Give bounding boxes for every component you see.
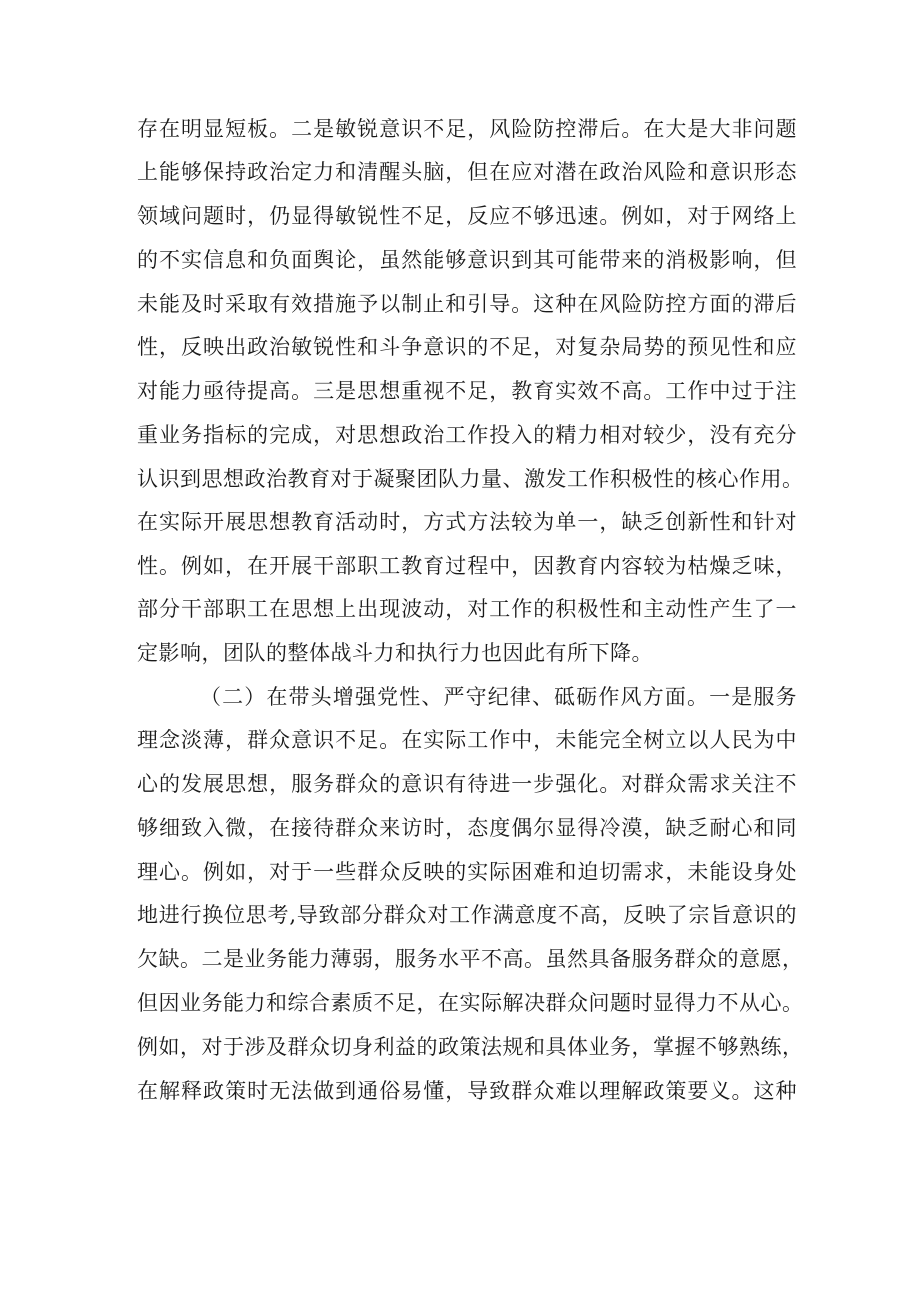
text-line: 部分干部职工在思想上出现波动，对工作的积极性和主动性产生了一 — [137, 597, 797, 621]
text-line: 领域问题时，仍显得敏锐性不足，反应不够迅速。例如，对于网络上 — [137, 204, 797, 228]
text-line: 在解释政策时无法做到通俗易懂，导致群众难以理解政策要义。这种 — [137, 1079, 797, 1103]
text-line: 心的发展思想，服务群众的意识有待进一步强化。对群众需求关注不 — [137, 772, 797, 796]
text-line: 重业务指标的完成，对思想政治工作投入的精力相对较少，没有充分 — [137, 423, 797, 447]
text-line: 对能力亟待提高。三是思想重视不足，教育实效不高。工作中过于注 — [137, 379, 797, 403]
text-line: 认识到思想政治教育对于凝聚团队力量、激发工作积极性的核心作用。 — [137, 467, 804, 491]
text-line: 存在明显短板。二是敏锐意识不足，风险防控滞后。在大是大非问题 — [137, 117, 797, 141]
text-line: 性。例如，在开展干部职工教育过程中，因教育内容较为枯燥乏味， — [137, 554, 797, 578]
section-heading-line: （二）在带头增强党性、严守纪律、砥砺作风方面。一是服务 — [200, 685, 797, 709]
text-line: 的不实信息和负面舆论，虽然能够意识到其可能带来的消极影响，但 — [137, 248, 797, 272]
text-line: 例如，对于涉及群众切身利益的政策法规和具体业务，掌握不够熟练， — [137, 1035, 804, 1059]
text-line: 理心。例如，对于一些群众反映的实际困难和迫切需求，未能设身处 — [137, 860, 797, 884]
text-line: 够细致入微，在接待群众来访时，态度偶尔显得冷漠，缺乏耐心和同 — [137, 816, 797, 840]
text-line: 定影响，团队的整体战斗力和执行力也因此有所下降。 — [137, 641, 653, 665]
text-line: 但因业务能力和综合素质不足，在实际解决群众问题时显得力不从心。 — [137, 991, 804, 1015]
text-line: 上能够保持政治定力和清醒头脑，但在应对潜在政治风险和意识形态 — [137, 160, 797, 184]
text-line: 理念淡薄，群众意识不足。在实际工作中，未能完全树立以人民为中 — [137, 728, 797, 752]
text-line: 在实际开展思想教育活动时，方式方法较为单一，缺乏创新性和针对 — [137, 510, 797, 534]
text-line: 欠缺。二是业务能力薄弱，服务水平不高。虽然具备服务群众的意愿， — [137, 947, 804, 971]
text-line: 未能及时采取有效措施予以制止和引导。这种在风险防控方面的滞后 — [137, 292, 797, 316]
text-line: 性，反映出政治敏锐性和斗争意识的不足，对复杂局势的预见性和应 — [137, 335, 797, 359]
text-line: 地进行换位思考,导致部分群众对工作满意度不高，反映了宗旨意识的 — [137, 903, 797, 927]
